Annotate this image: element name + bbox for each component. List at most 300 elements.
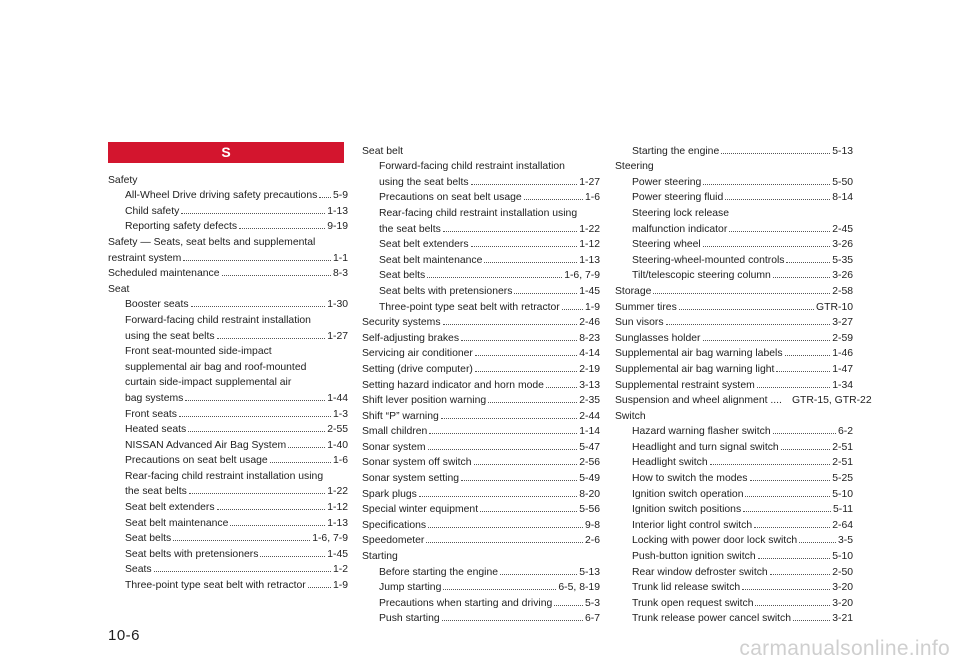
index-entry-label: bag systems [125,392,184,404]
index-entry [615,141,853,157]
index-entry-page: 1-3 [332,408,348,420]
index-entry-page: 2-56 [579,457,600,469]
index-entry-label: Sunglasses holder [615,332,701,344]
index-entry [615,422,853,438]
dot-leader [428,526,583,528]
dot-leader [484,261,577,263]
dot-leader [786,261,830,263]
index-entry-label: Starting the engine [632,145,720,157]
index-entry-page: 3-13 [579,379,600,391]
index-entry-page: 5-49 [579,473,600,485]
page-number: 10-6 [108,627,141,644]
index-entry-page: 3-27 [832,317,853,329]
dot-leader [514,292,577,294]
index-entry-label: Hazard warning flasher switch [632,426,771,438]
dot-leader [260,555,325,557]
dot-leader [758,557,831,559]
index-entry [362,593,600,609]
index-entry [362,437,600,453]
index-entry [615,453,853,469]
index-entry-label: Front seat-mounted side-impact [125,346,272,358]
index-entry [362,281,600,297]
dot-leader [781,448,830,450]
index-entry-label: Seat belt extenders [379,239,469,251]
index-entry-label: Jump starting [379,582,442,594]
index-entry-label: Summer tires [615,301,677,313]
dot-leader [239,227,325,229]
index-entry-label: Push starting [379,613,440,625]
dot-leader [721,152,830,154]
index-entry-label: Forward-facing child restraint installation [125,314,311,326]
index-entry [362,391,600,407]
index-entry [615,406,853,422]
index-entry-page: 2-6 [584,535,600,547]
index-entry-page: 1-9 [332,580,348,592]
index-entry-label: Scheduled maintenance [108,268,220,280]
dot-leader [443,230,577,232]
index-entry-label: Supplemental air bag warning labels [615,348,783,360]
index-entry-page: 1-47 [832,363,853,375]
index-entry-page: 5-50 [832,176,853,188]
dot-leader [754,526,830,528]
index-entry [362,359,600,375]
index-entry-page: 1-1 [332,252,348,264]
index-entry [108,170,348,186]
dot-leader [308,586,331,588]
index-entry [362,500,600,516]
dot-leader [742,588,830,590]
index-entry [615,437,853,453]
index-entry-label: Starting [362,551,398,563]
index-entry-label: Precautions when starting and driving [379,597,553,609]
index-entry-label: Special winter equipment [362,504,479,516]
index-entry [362,562,600,578]
index-entry [108,217,348,233]
index-entry-label: Locking with power door lock switch [632,535,798,547]
dot-leader [319,196,331,198]
index-entry-page: 1-45 [327,548,348,560]
index-entry-label: Seat belts [125,533,172,545]
index-entry-label: Sonar system off switch [362,457,472,469]
section-letter: S [221,144,231,160]
index-entry-page: 8-20 [579,488,600,500]
index-entry-label: Seat belts with pretensioners [125,548,259,560]
dot-leader [443,323,578,325]
index-entry-page: 2-45 [832,223,853,235]
index-entry [108,201,348,217]
index-entry-label: the seat belts [379,223,441,235]
index-entry-label: Interior light control switch [632,519,753,531]
index-entry-page: 2-51 [832,457,853,469]
index-entry [362,203,600,219]
index-entry [615,593,853,609]
watermark: carmanualsonline.info [739,637,950,660]
index-entry-page: GTR-15, GTR-22 [791,395,872,407]
index-entry-page: 9-8 [584,519,600,531]
index-entry [362,406,600,422]
dot-leader [191,305,326,307]
index-entry-label: Ignition switch operation [632,488,744,500]
index-entry-label: restraint system [108,252,182,264]
section-letter-header [108,142,344,163]
dot-leader [471,245,578,247]
index-entry [615,578,853,594]
index-entry [362,141,600,157]
index-entry-label: Headlight and turn signal switch [632,441,779,453]
index-entry [108,420,348,436]
index-entry-label: Forward-facing child restraint installation [379,161,565,173]
index-entry [615,219,853,235]
index-entry-page: 1-13 [327,205,348,217]
index-entry-page: 1-2 [332,564,348,576]
dot-leader [785,354,831,356]
dot-leader [725,198,830,200]
index-entry-page: 2-64 [832,519,853,531]
index-entry [108,435,348,451]
index-entry [362,172,600,188]
dot-leader [703,183,830,185]
index-entry-page: 5-10 [832,551,853,563]
index-entry [615,266,853,282]
index-entry-page: 6-2 [837,426,853,438]
index-entry-page: 1-6 [584,192,600,204]
dot-leader [679,308,814,310]
index-entry-label: Push-button ignition switch [632,551,756,563]
index-entry-label: Steering wheel [632,239,701,251]
index-entry [615,500,853,516]
index-entry-label: Seat belt maintenance [379,254,483,266]
index-entry-page: 5-25 [832,473,853,485]
index-entry [362,422,600,438]
index-entry-page: 1-22 [327,486,348,498]
index-entry-label: Seat [108,283,130,295]
index-entry-page: 1-46 [832,348,853,360]
index-entry-label: Specifications [362,519,427,531]
index-entry-label: Ignition switch positions [632,504,742,516]
index-entry-label: supplemental air bag and roof-mounted [125,361,307,373]
index-entry-label: Setting hazard indicator and horn mode [362,379,544,391]
index-entry-label: Suspension and wheel alignment .... [615,395,782,407]
index-entry-label: Trunk open request switch [632,597,754,609]
dot-leader [428,448,578,450]
dot-leader [799,541,836,543]
index-entry [615,344,853,360]
index-entry-label: Child safety [125,205,180,217]
index-entry-label: Supplemental restraint system [615,379,755,391]
index-entry-label: Spark plugs [362,488,417,500]
dot-leader [188,430,325,432]
index-entry [108,342,348,358]
index-entry-page: 3-5 [837,535,853,547]
dot-leader [441,417,577,419]
index-entry-label: Three-point type seat belt with retractor [125,580,306,592]
index-entry [108,248,348,264]
index-column-3 [615,141,872,625]
index-entry [362,609,600,625]
dot-leader [757,386,830,388]
index-entry-page: 1-30 [327,299,348,311]
index-entry-page: 2-59 [832,332,853,344]
index-entry-label: using the seat belts [125,330,215,342]
index-entry-page: 6-5, 8-19 [558,582,600,594]
index-entry [108,544,348,560]
dot-leader [442,619,583,621]
index-entry-label: Before starting the engine [379,566,498,578]
index-entry [615,313,853,329]
dot-leader [793,619,830,621]
index-column-2 [362,141,600,624]
index-entry [108,264,348,280]
dot-leader [703,339,831,341]
index-entry-label: malfunction indicator [632,223,728,235]
index-entry-page: 5-3 [584,597,600,609]
index-entry [615,250,853,266]
index-entry-label: Seats [125,564,152,576]
index-entry [108,451,348,467]
index-entry-page: 3-26 [832,270,853,282]
index-entry-label: Small children [362,426,428,438]
dot-leader [773,276,830,278]
index-entry-page: 2-55 [327,424,348,436]
dot-leader [770,573,830,575]
index-entry-page: 2-58 [832,285,853,297]
dot-leader [230,524,325,526]
index-entry-label: Booster seats [125,299,189,311]
index-entry [108,373,348,389]
index-entry-page: 5-11 [832,504,853,516]
index-entry-label: Servicing air conditioner [362,348,473,360]
index-entry-label: Sonar system setting [362,473,460,485]
index-entry-page: 1-34 [832,379,853,391]
index-entry [362,468,600,484]
dot-leader [181,212,325,214]
index-entry-page: 4-14 [579,348,600,360]
index-entry-label: All-Wheel Drive driving safety precautions [125,190,318,202]
index-entry [362,266,600,282]
dot-leader [480,510,577,512]
index-entry-page: 1-12 [327,502,348,514]
index-entry-page: 5-10 [832,488,853,500]
index-entry-page: 2-35 [579,395,600,407]
dot-leader [750,479,831,481]
index-entry-label: Sonar system [362,441,426,453]
index-entry [615,328,853,344]
dot-leader [443,588,556,590]
dot-leader [429,432,577,434]
index-entry-page: 3-21 [832,613,853,625]
index-entry-page: 5-13 [579,566,600,578]
index-entry [362,188,600,204]
dot-leader [461,339,577,341]
index-entry-page: 8-3 [332,268,348,280]
index-entry [108,279,348,295]
index-entry [108,466,348,482]
dot-leader [710,463,831,465]
index-entry [108,482,348,498]
index-entry-label: Safety — Seats, seat belts and supplemental [108,236,316,248]
index-entry [615,515,853,531]
index-entry-page: 1-14 [579,426,600,438]
dot-leader [745,495,830,497]
dot-leader [475,354,577,356]
index-entry-page: 8-14 [832,192,853,204]
index-entry-page: GTR-10 [816,301,853,313]
dot-leader [179,415,331,417]
index-entry-page: 1-45 [579,285,600,297]
dot-leader [755,604,830,606]
index-entry-page: 1-6, 7-9 [564,270,600,282]
dot-leader [546,386,577,388]
index-entry-label: Precautions on seat belt usage [379,192,522,204]
dot-leader [461,479,577,481]
index-entry [615,562,853,578]
index-entry [615,203,853,219]
index-entry [615,297,853,313]
dot-leader [776,370,830,372]
index-entry [362,328,600,344]
index-entry [615,359,853,375]
dot-leader [653,292,830,294]
index-entry-page: 1-27 [579,176,600,188]
index-entry-page: 1-27 [327,330,348,342]
index-entry-label: Seat belts with pretensioners [379,285,513,297]
index-entry-page: 2-44 [579,410,600,422]
index-entry-label: Rear-facing child restraint installation using [379,207,578,219]
index-entry-label: Storage [615,285,652,297]
index-entry-page: 2-46 [579,317,600,329]
index-entry [362,531,600,547]
index-entry-page: 5-47 [579,441,600,453]
dot-leader [784,402,790,403]
index-entry-label: Switch [615,410,646,422]
index-entry-page: 5-13 [832,145,853,157]
dot-leader [773,432,836,434]
dot-leader [475,370,577,372]
index-entry-label: Precautions on seat belt usage [125,455,268,467]
index-entry-label: Steering-wheel-mounted controls [632,254,785,266]
index-entry-label: Headlight switch [632,457,708,469]
index-entry-page: 1-40 [327,439,348,451]
index-entry [362,313,600,329]
index-entry-page: 3-20 [832,582,853,594]
dot-leader [154,570,331,572]
index-entry [108,326,348,342]
index-entry [108,513,348,529]
index-entry [362,297,600,313]
index-entry-page: 1-9 [584,301,600,313]
index-entry-label: Power steering fluid [632,192,724,204]
dot-leader [426,541,583,543]
index-entry [362,344,600,360]
index-entry [615,468,853,484]
index-entry-label: Power steering [632,176,702,188]
index-entry-label: using the seat belts [379,176,469,188]
index-entry-label: the seat belts [125,486,187,498]
index-entry [615,609,853,625]
index-entry-label: Front seats [125,408,177,420]
index-entry [108,404,348,420]
index-entry [615,531,853,547]
index-entry-page: 5-9 [332,190,348,202]
dot-leader [173,539,310,541]
index-entry [362,157,600,173]
dot-leader [500,573,577,575]
index-entry-label: curtain side-impact supplemental air [125,377,292,389]
index-entry [362,578,600,594]
index-entry-label: Supplemental air bag warning light [615,363,775,375]
dot-leader [471,183,578,185]
dot-leader [217,508,326,510]
index-entry-page: 2-51 [832,441,853,453]
index-entry-page: 1-6, 7-9 [312,533,348,545]
index-entry-label: Trunk lid release switch [632,582,741,594]
index-entry [615,188,853,204]
dot-leader [185,399,325,401]
index-entry-page: 1-13 [579,254,600,266]
index-entry [362,219,600,235]
index-entry-label: Trunk release power cancel switch [632,613,792,625]
index-entry-label: Speedometer [362,535,425,547]
index-entry [615,157,853,173]
index-entry-label: Seat belt maintenance [125,517,229,529]
dot-leader [488,401,577,403]
index-entry-label: Seat belts [379,270,426,282]
index-entry-page: 2-19 [579,363,600,375]
index-entry-label: How to switch the modes [632,473,748,485]
index-entry-label: Heated seats [125,424,187,436]
dot-leader [703,245,830,247]
index-entry [108,529,348,545]
index-entry [108,357,348,373]
index-entry-label: Steering [615,161,654,173]
index-entry [615,484,853,500]
index-entry-label: Three-point type seat belt with retractor [379,301,560,313]
index-entry-page: 1-6 [332,455,348,467]
index-entry [362,546,600,562]
index-entry-page: 1-13 [327,517,348,529]
index-entry [615,391,872,407]
dot-leader [666,323,831,325]
index-entry [362,375,600,391]
index-entry [615,172,853,188]
dot-leader [222,274,331,276]
dot-leader [562,308,583,310]
index-entry-page: 1-44 [327,392,348,404]
index-entry-label: Rear window defroster switch [632,566,768,578]
index-entry-label: Sun visors [615,317,664,329]
index-entry-label: NISSAN Advanced Air Bag System [125,439,287,451]
index-entry [108,575,348,591]
dot-leader [217,337,326,339]
dot-leader [729,230,830,232]
index-entry-label: Rear-facing child restraint installation using [125,470,324,482]
dot-leader [427,276,562,278]
index-entry-label: Self-adjusting brakes [362,332,460,344]
index-entry [108,310,348,326]
index-entry [615,281,853,297]
index-entry [108,560,348,576]
index-entry-label: Security systems [362,317,441,329]
index-entry [108,497,348,513]
dot-leader [743,510,831,512]
index-entry [362,453,600,469]
index-entry [615,546,853,562]
index-entry-page: 8-23 [579,332,600,344]
index-entry-label: Seat belt extenders [125,502,215,514]
index-entry [362,235,600,251]
index-entry [108,295,348,311]
index-entry-label: Tilt/telescopic steering column [632,270,771,282]
